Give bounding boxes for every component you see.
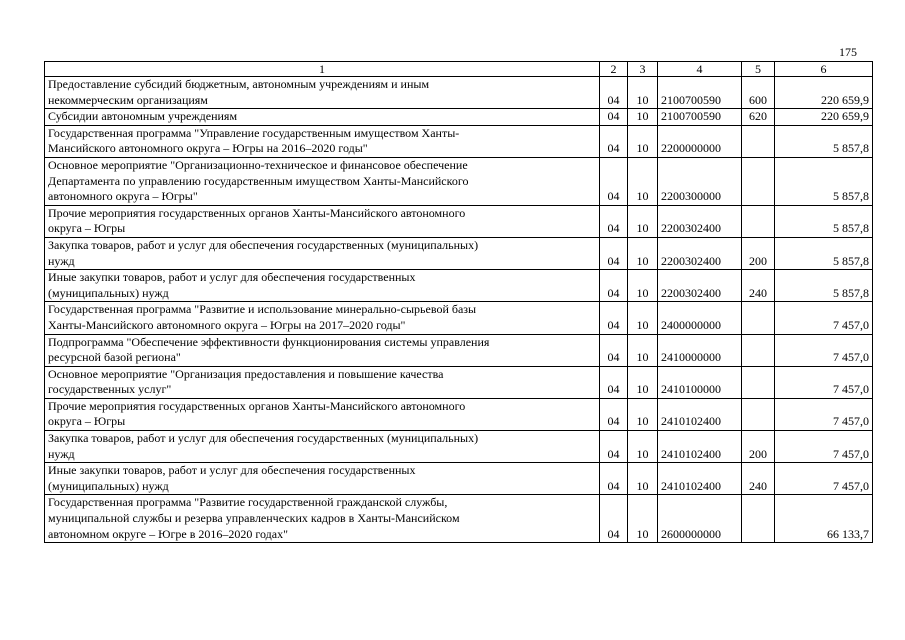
- row-section-cell: 04: [600, 77, 628, 109]
- row-name-cell: Закупка товаров, работ и услуг для обеспечения государственных (муниципальных) нужд: [45, 237, 600, 269]
- row-target-code-cell: 2410102400: [658, 398, 742, 430]
- table-row: [45, 205, 873, 237]
- row-target-code-cell: 2200300000: [658, 157, 742, 205]
- column-header-2: 2: [600, 62, 628, 77]
- table-header-row: [45, 62, 873, 77]
- row-amount-cell: 5 857,8: [775, 205, 873, 237]
- table-row: [45, 109, 873, 126]
- row-expense-type-cell: [742, 334, 775, 366]
- row-target-code-cell: 2410102400: [658, 463, 742, 495]
- table-row: [45, 237, 873, 269]
- row-amount-cell: 5 857,8: [775, 237, 873, 269]
- row-target-code-cell: 2410102400: [658, 431, 742, 463]
- row-expense-type-cell: [742, 302, 775, 334]
- row-section-cell: 04: [600, 431, 628, 463]
- row-expense-type-cell: [742, 366, 775, 398]
- row-expense-type-cell: 240: [742, 270, 775, 302]
- row-amount-cell: 220 659,9: [775, 109, 873, 126]
- row-amount-cell: 66 133,7: [775, 495, 873, 543]
- row-expense-type-cell: [742, 398, 775, 430]
- table-row: [45, 77, 873, 109]
- row-name-cell: Государственная программа "Развитие и использование минерально-сырьевой базы Ханты-Мансийского автономного округа – Югры на 2017–2020 годы": [45, 302, 600, 334]
- row-subsection-cell: 10: [628, 157, 658, 205]
- row-name-cell: Иные закупки товаров, работ и услуг для обеспечения государственных (муниципальных) нужд: [45, 270, 600, 302]
- row-target-code-cell: 2200302400: [658, 270, 742, 302]
- row-amount-cell: 7 457,0: [775, 398, 873, 430]
- row-expense-type-cell: [742, 205, 775, 237]
- row-target-code-cell: 2410100000: [658, 366, 742, 398]
- row-target-code-cell: 2200302400: [658, 205, 742, 237]
- row-amount-cell: 5 857,8: [775, 125, 873, 157]
- row-name-cell: Подпрограмма "Обеспечение эффективности функционирования системы управления ресурсной базой региона": [45, 334, 600, 366]
- row-amount-cell: 5 857,8: [775, 157, 873, 205]
- row-subsection-cell: 10: [628, 205, 658, 237]
- column-header-3: 3: [628, 62, 658, 77]
- row-subsection-cell: 10: [628, 463, 658, 495]
- page-number: 175: [839, 45, 857, 59]
- row-section-cell: 04: [600, 237, 628, 269]
- row-amount-cell: 7 457,0: [775, 463, 873, 495]
- table-row: [45, 302, 873, 334]
- row-amount-cell: 5 857,8: [775, 270, 873, 302]
- column-header-1: 1: [45, 62, 600, 77]
- table-row: [45, 334, 873, 366]
- row-name-cell: Основное мероприятие "Организационно-техническое и финансовое обеспечение Департамента по управлению государственным имуществом Ханты-Мансийского автономного округа – Югры": [45, 157, 600, 205]
- row-name-cell: Государственная программа "Управление государственным имуществом Ханты- Мансийского автономного округа – Югры на 2016–2020 годы": [45, 125, 600, 157]
- row-name-cell: Субсидии автономным учреждениям: [45, 109, 600, 126]
- row-subsection-cell: 10: [628, 495, 658, 543]
- row-expense-type-cell: 620: [742, 109, 775, 126]
- row-expense-type-cell: 200: [742, 431, 775, 463]
- row-section-cell: 04: [600, 109, 628, 126]
- column-header-5: 5: [742, 62, 775, 77]
- table-row: [45, 398, 873, 430]
- table-row: [45, 495, 873, 543]
- table-row: [45, 463, 873, 495]
- row-amount-cell: 7 457,0: [775, 302, 873, 334]
- row-name-cell: Основное мероприятие "Организация предоставления и повышение качества государственных услуг": [45, 366, 600, 398]
- row-section-cell: 04: [600, 398, 628, 430]
- row-name-cell: Государственная программа "Развитие государственной гражданской службы, муниципальной службы и резерва управленческих кадров в Ханты-Мансийском автономном округе – Югре в 2016–2020 годах": [45, 495, 600, 543]
- row-target-code-cell: 2200302400: [658, 237, 742, 269]
- row-name-cell: Прочие мероприятия государственных органов Ханты-Мансийского автономного округа – Югры: [45, 205, 600, 237]
- row-subsection-cell: 10: [628, 431, 658, 463]
- row-subsection-cell: 10: [628, 77, 658, 109]
- row-expense-type-cell: [742, 125, 775, 157]
- row-expense-type-cell: 200: [742, 237, 775, 269]
- row-target-code-cell: 2400000000: [658, 302, 742, 334]
- row-target-code-cell: 2600000000: [658, 495, 742, 543]
- table-row: [45, 270, 873, 302]
- row-section-cell: 04: [600, 205, 628, 237]
- row-name-cell: Прочие мероприятия государственных органов Ханты-Мансийского автономного округа – Югры: [45, 398, 600, 430]
- row-subsection-cell: 10: [628, 398, 658, 430]
- row-expense-type-cell: [742, 495, 775, 543]
- row-expense-type-cell: [742, 157, 775, 205]
- budget-table: [44, 61, 873, 543]
- row-section-cell: 04: [600, 334, 628, 366]
- row-subsection-cell: 10: [628, 270, 658, 302]
- row-name-cell: Иные закупки товаров, работ и услуг для обеспечения государственных (муниципальных) нужд: [45, 463, 600, 495]
- column-header-4: 4: [658, 62, 742, 77]
- row-amount-cell: 220 659,9: [775, 77, 873, 109]
- row-amount-cell: 7 457,0: [775, 431, 873, 463]
- table-row: [45, 431, 873, 463]
- row-expense-type-cell: 600: [742, 77, 775, 109]
- row-target-code-cell: 2100700590: [658, 109, 742, 126]
- row-amount-cell: 7 457,0: [775, 366, 873, 398]
- row-section-cell: 04: [600, 366, 628, 398]
- row-subsection-cell: 10: [628, 125, 658, 157]
- row-section-cell: 04: [600, 463, 628, 495]
- row-subsection-cell: 10: [628, 109, 658, 126]
- table-row: [45, 157, 873, 205]
- row-section-cell: 04: [600, 495, 628, 543]
- row-subsection-cell: 10: [628, 334, 658, 366]
- row-section-cell: 04: [600, 125, 628, 157]
- row-amount-cell: 7 457,0: [775, 334, 873, 366]
- row-target-code-cell: 2200000000: [658, 125, 742, 157]
- row-target-code-cell: 2100700590: [658, 77, 742, 109]
- row-section-cell: 04: [600, 270, 628, 302]
- row-subsection-cell: 10: [628, 237, 658, 269]
- row-section-cell: 04: [600, 157, 628, 205]
- row-expense-type-cell: 240: [742, 463, 775, 495]
- row-name-cell: Предоставление субсидий бюджетным, автономным учреждениям и иным некоммерческим организациям: [45, 77, 600, 109]
- table-row: [45, 366, 873, 398]
- row-subsection-cell: 10: [628, 366, 658, 398]
- row-target-code-cell: 2410000000: [658, 334, 742, 366]
- row-subsection-cell: 10: [628, 302, 658, 334]
- table-row: [45, 125, 873, 157]
- row-name-cell: Закупка товаров, работ и услуг для обеспечения государственных (муниципальных) нужд: [45, 431, 600, 463]
- row-section-cell: 04: [600, 302, 628, 334]
- column-header-6: 6: [775, 62, 873, 77]
